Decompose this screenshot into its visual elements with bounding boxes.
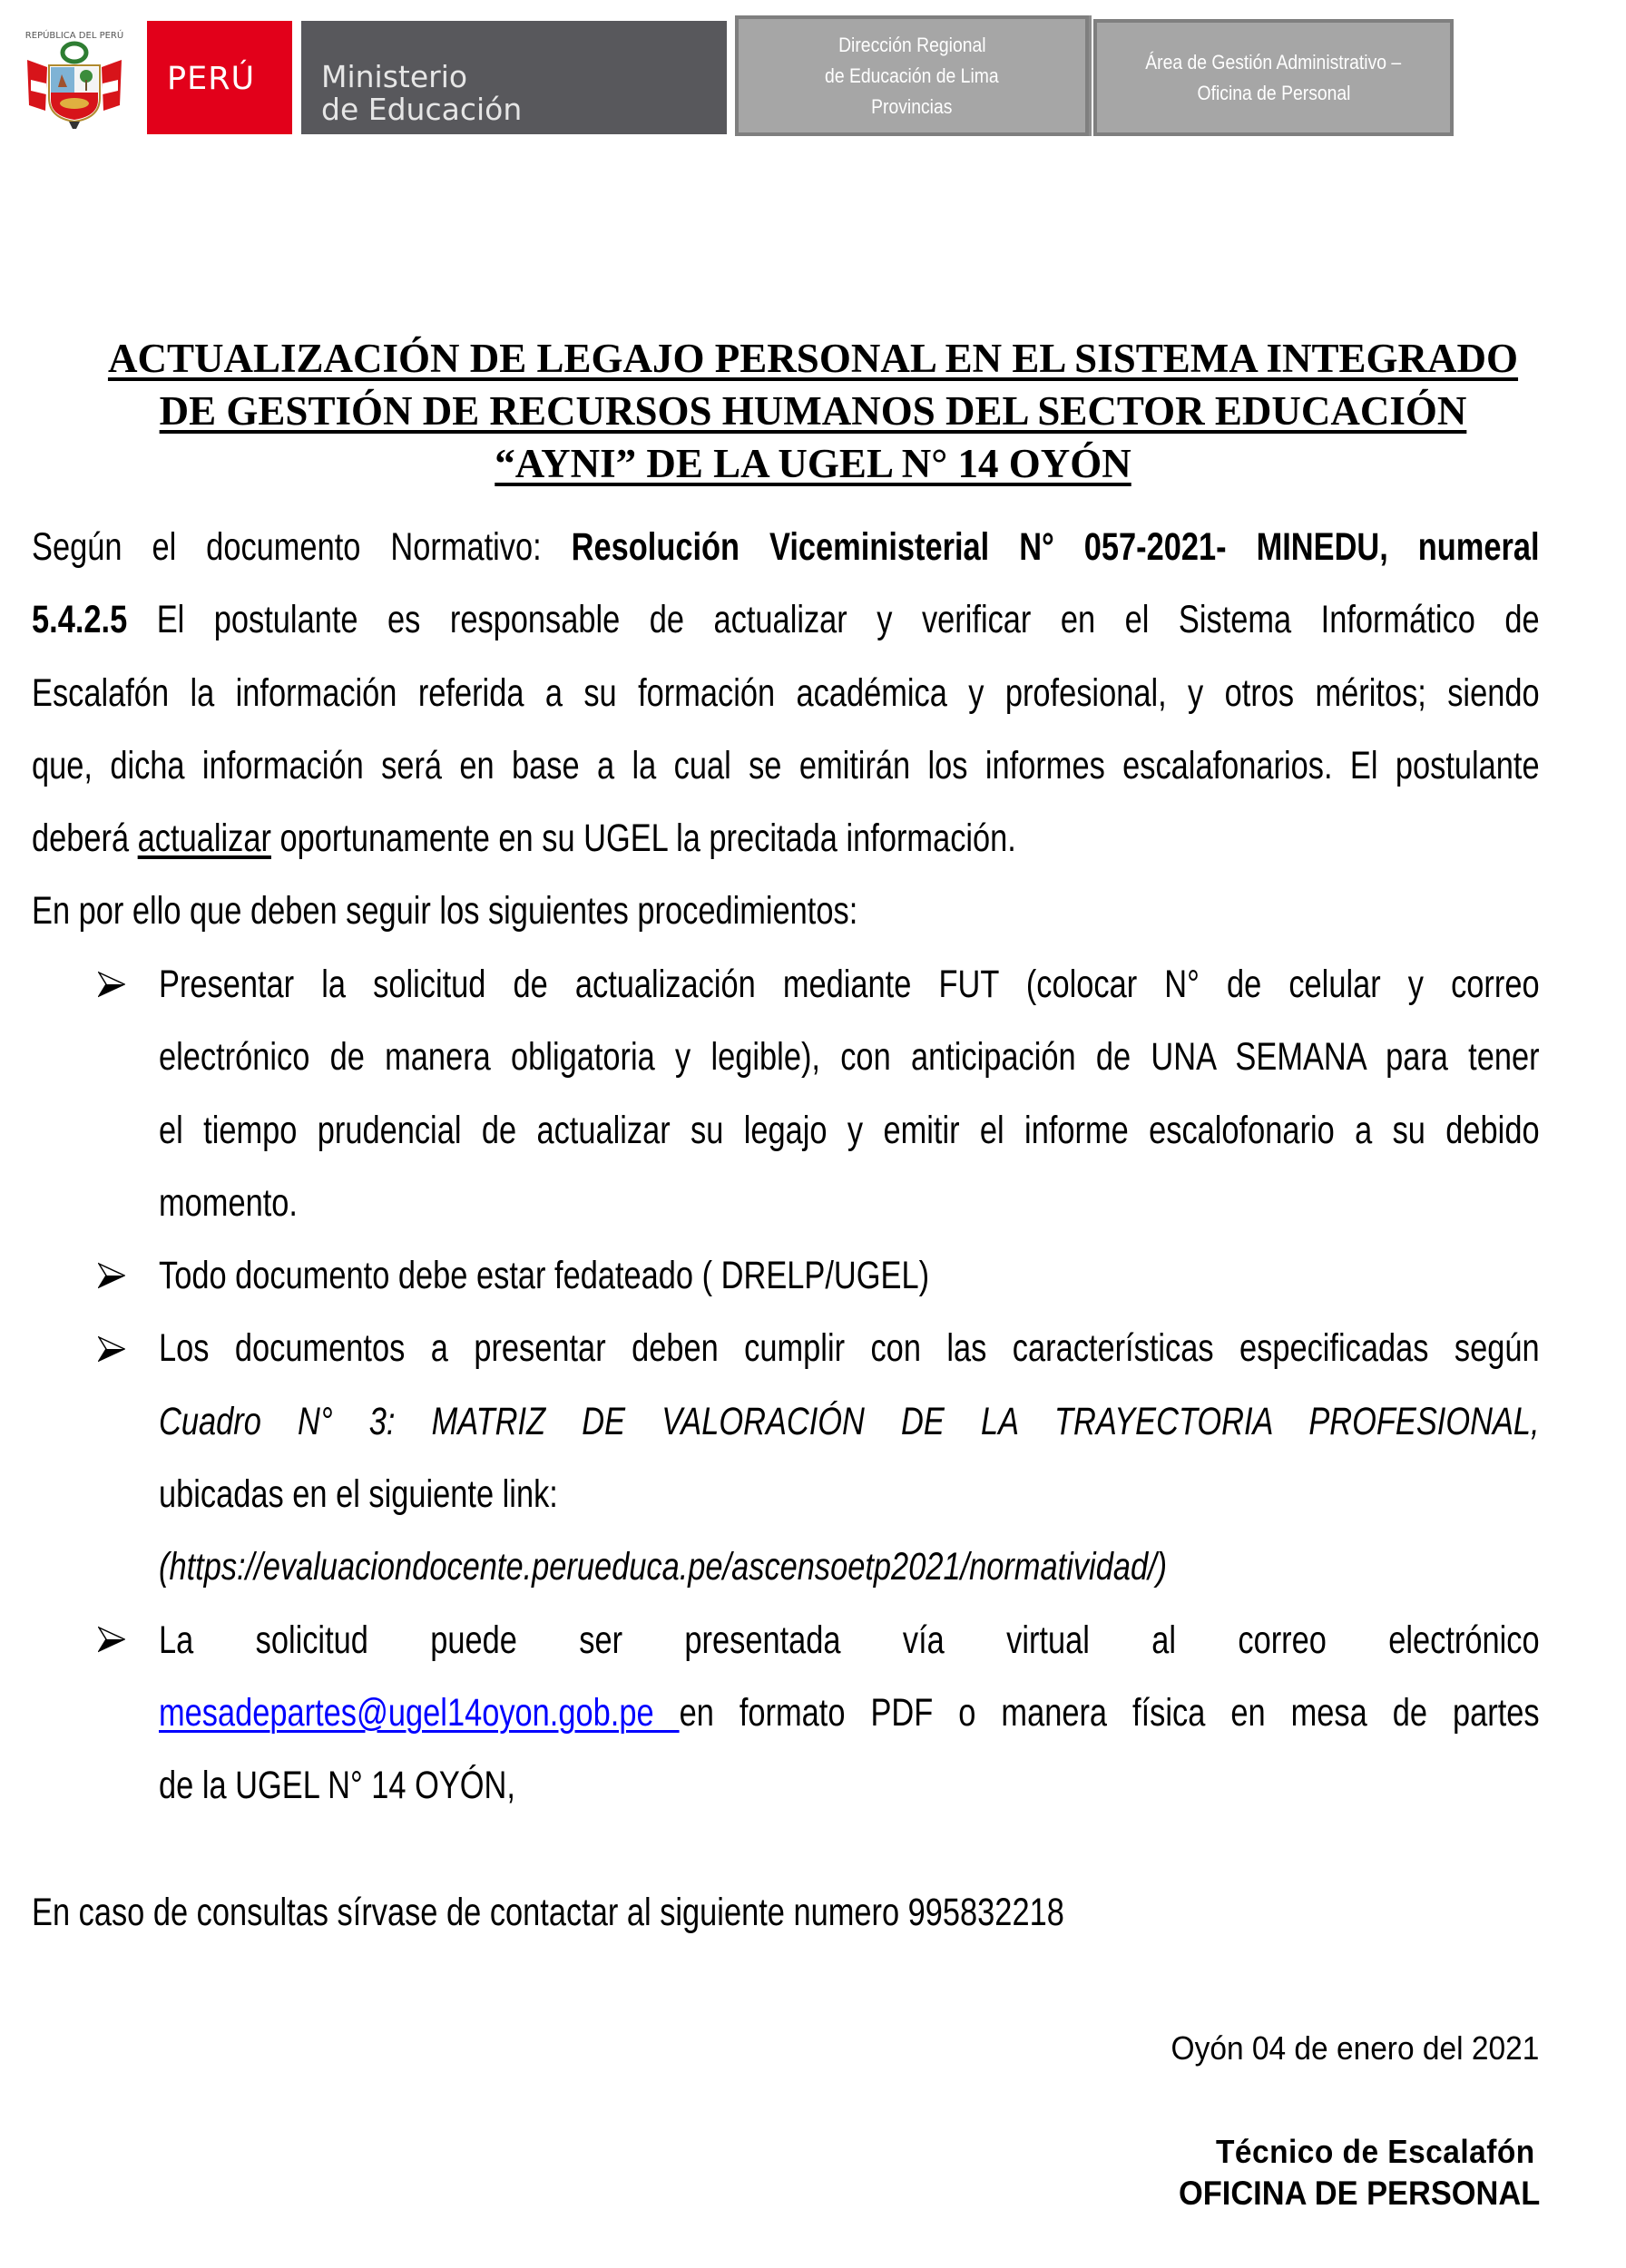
procedure-item <box>159 1312 1540 1603</box>
procedure-item <box>159 948 1540 1239</box>
procedure-line: momento. <box>159 1180 298 1225</box>
arrow-bullet-icon <box>98 1335 125 1363</box>
title-line: DE GESTIÓN DE RECURSOS HUMANOS DEL SECTOR EDUCACIÓN <box>159 388 1467 434</box>
procedure-line: el tiempo prudencial de actualizar su legajo y emitir el informe escalofonario a su debido <box>159 1108 1540 1152</box>
intro-line <box>32 511 1540 583</box>
brand-ministry-line2: de Educación <box>321 92 523 127</box>
signature-office: OFICINA DE PERSONAL <box>1178 2175 1540 2212</box>
email-link[interactable]: mesadepartes@ugel14oyon.gob.pe <box>159 1690 680 1735</box>
intro-text: El postulante es responsable de actualizar y verificar en el Sistema Informático de <box>127 598 1540 642</box>
document-date: Oyón 04 de enero del 2021 <box>1171 2029 1539 2067</box>
peru-brand-block <box>147 21 292 134</box>
signature-role: Técnico de Escalafón <box>1216 2133 1535 2170</box>
admin-area-line: Oficina de Personal <box>1197 81 1350 104</box>
regional-direction-line: de Educación de Lima <box>825 64 999 87</box>
resolution-reference: Resolución Viceministerial N° 057-2021- MINEDU, numeral <box>571 525 1540 569</box>
normativity-url[interactable]: (https://evaluaciondocente.perueduca.pe/ascensoetp2021/normatividad/) <box>159 1545 1168 1589</box>
contact-note <box>32 1876 1540 1949</box>
svg-text:REPÚBLICA DEL PERÚ: REPÚBLICA DEL PERÚ <box>24 31 124 41</box>
regional-direction-line: Provincias <box>871 94 953 118</box>
brand-country: PERÚ <box>167 61 256 97</box>
procedure-list <box>159 948 1540 1823</box>
admin-area-line: Área de Gestión Administrativo – <box>1145 50 1402 73</box>
underlined-word: actualizar <box>137 816 271 861</box>
title-line: ACTUALIZACIÓN DE LEGAJO PERSONAL EN EL SISTEMA INTEGRADO <box>107 336 1519 381</box>
procedure-item <box>159 1239 1540 1312</box>
intro-line: Escalafón la información referida a su formación académica y profesional, y otros méritos; siendo <box>32 670 1540 715</box>
intro-line <box>32 583 1540 656</box>
procedures-lead: En por ello que deben seguir los siguientes procedimientos: <box>32 889 858 934</box>
procedure-line: Todo documento debe estar fedateado ( DRELP/UGEL) <box>159 1254 930 1298</box>
coat-of-arms-icon <box>22 24 127 132</box>
intro-paragraph <box>32 511 1540 948</box>
arrow-bullet-icon <box>98 1262 125 1289</box>
brand-ministry-line1: Ministerio <box>321 59 468 94</box>
ministry-brand-block <box>301 21 727 134</box>
intro-text: deberá <box>32 816 138 861</box>
regional-direction-line: Dirección Regional <box>837 33 986 56</box>
matrix-reference: Cuadro N° 3: MATRIZ DE VALORACIÓN DE LA TRAYECTORIA PROFESIONAL, <box>159 1399 1540 1443</box>
procedure-line <box>159 1677 1540 1749</box>
procedure-item <box>159 1604 1540 1823</box>
procedure-line: de la UGEL N° 14 OYÓN, <box>159 1764 515 1808</box>
procedure-text: en formato PDF o manera física en mesa de partes <box>679 1690 1540 1735</box>
procedure-line: La solicitud puede ser presentada vía virtual al correo electrónico <box>159 1618 1540 1662</box>
regional-direction-box <box>735 15 1089 136</box>
intro-line <box>32 802 1540 875</box>
arrow-bullet-icon <box>98 1626 125 1653</box>
procedure-line: ubicadas en el siguiente link: <box>159 1472 558 1517</box>
contact-line: En caso de consultas sírvase de contactar al siguiente numero 995832218 <box>32 1891 1064 1934</box>
procedure-line: electrónico de manera obligatoria y legible), con anticipación de UNA SEMANA para tener <box>159 1035 1540 1080</box>
intro-line: que, dicha información será en base a la cual se emitirán los informes escalafonarios. El postulante <box>32 743 1540 787</box>
procedure-line: Los documentos a presentar deben cumplir con las características especificadas según <box>159 1326 1540 1371</box>
intro-text: oportunamente en su UGEL la precitada información. <box>270 816 1016 861</box>
document-title <box>0 332 1626 490</box>
intro-text: Según el documento Normativo: <box>32 525 572 569</box>
procedure-line: Presentar la solicitud de actualización mediante FUT (colocar N° de celular y correo <box>159 963 1540 1006</box>
title-line: “AYNI” DE LA UGEL N° 14 OYÓN <box>495 441 1131 486</box>
admin-area-box <box>1093 19 1454 136</box>
arrow-bullet-icon <box>98 971 125 998</box>
numeral-reference: 5.4.2.5 <box>32 598 128 642</box>
